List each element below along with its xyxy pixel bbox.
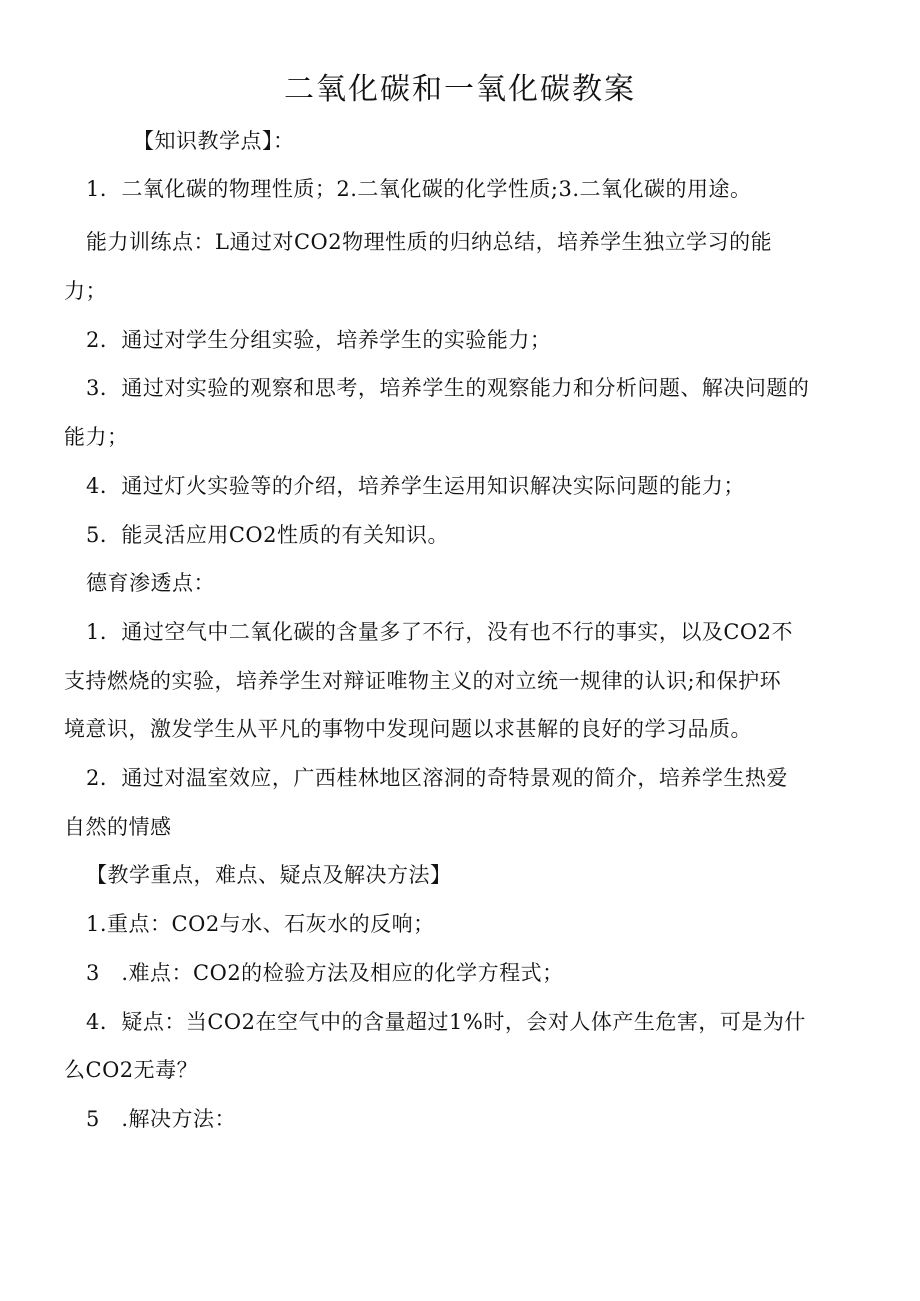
paragraph-line: 3 .难点：CO2的检验方法及相应的化学方程式； — [86, 961, 564, 985]
section-heading-knowledge: 【知识教学点】： — [133, 129, 295, 153]
document-title: 二氧化碳和一氧化碳教案 — [284, 72, 636, 107]
section-heading-moral: 德育渗透点： — [86, 571, 215, 595]
paragraph-line: 2．通过对学生分组实验，培养学生的实验能力； — [86, 328, 552, 352]
paragraph-line: 么CO2无毒？ — [64, 1058, 199, 1082]
paragraph-line: 力； — [64, 279, 107, 303]
paragraph-line: 支持燃烧的实验，培养学生对辩证唯物主义的对立统一规律的认识;和保护环 — [64, 669, 782, 693]
paragraph-line: 3．通过对实验的观察和思考，培养学生的观察能力和分析问题、解决问题的 — [86, 376, 810, 400]
paragraph-line: 境意识，激发学生从平凡的事物中发现问题以求甚解的良好的学习品质。 — [64, 717, 752, 741]
section-heading-key-points: 【教学重点，难点、疑点及解决方法】 — [86, 863, 452, 887]
paragraph-line: 4．通过灯火实验等的介绍，培养学生运用知识解决实际问题的能力； — [86, 474, 745, 498]
paragraph-line: 1．通过空气中二氧化碳的含量多了不行，没有也不行的事实，以及CO2不 — [86, 620, 794, 644]
paragraph-line: 2．通过对温室效应，广西桂林地区溶洞的奇特景观的简介，培养学生热爱 — [86, 766, 788, 790]
paragraph-line: 能力训练点：L通过对CO2物理性质的归纳总结，培养学生独立学习的能 — [86, 230, 773, 254]
paragraph-line: 4．疑点：当CO2在空气中的含量超过1%时，会对人体产生危害，可是为什 — [86, 1010, 806, 1034]
paragraph-line: 5．能灵活应用CO2性质的有关知识。 — [86, 523, 450, 547]
paragraph-line: 5 .解决方法： — [86, 1107, 237, 1131]
paragraph-line: 1.重点：CO2与水、石灰水的反响； — [86, 912, 435, 936]
paragraph-line: 能力； — [64, 425, 129, 449]
paragraph-line: 自然的情感 — [64, 815, 172, 839]
paragraph-line: 1．二氧化碳的物理性质；2.二氧化碳的化学性质;3.二氧化碳的用途。 — [86, 177, 752, 201]
